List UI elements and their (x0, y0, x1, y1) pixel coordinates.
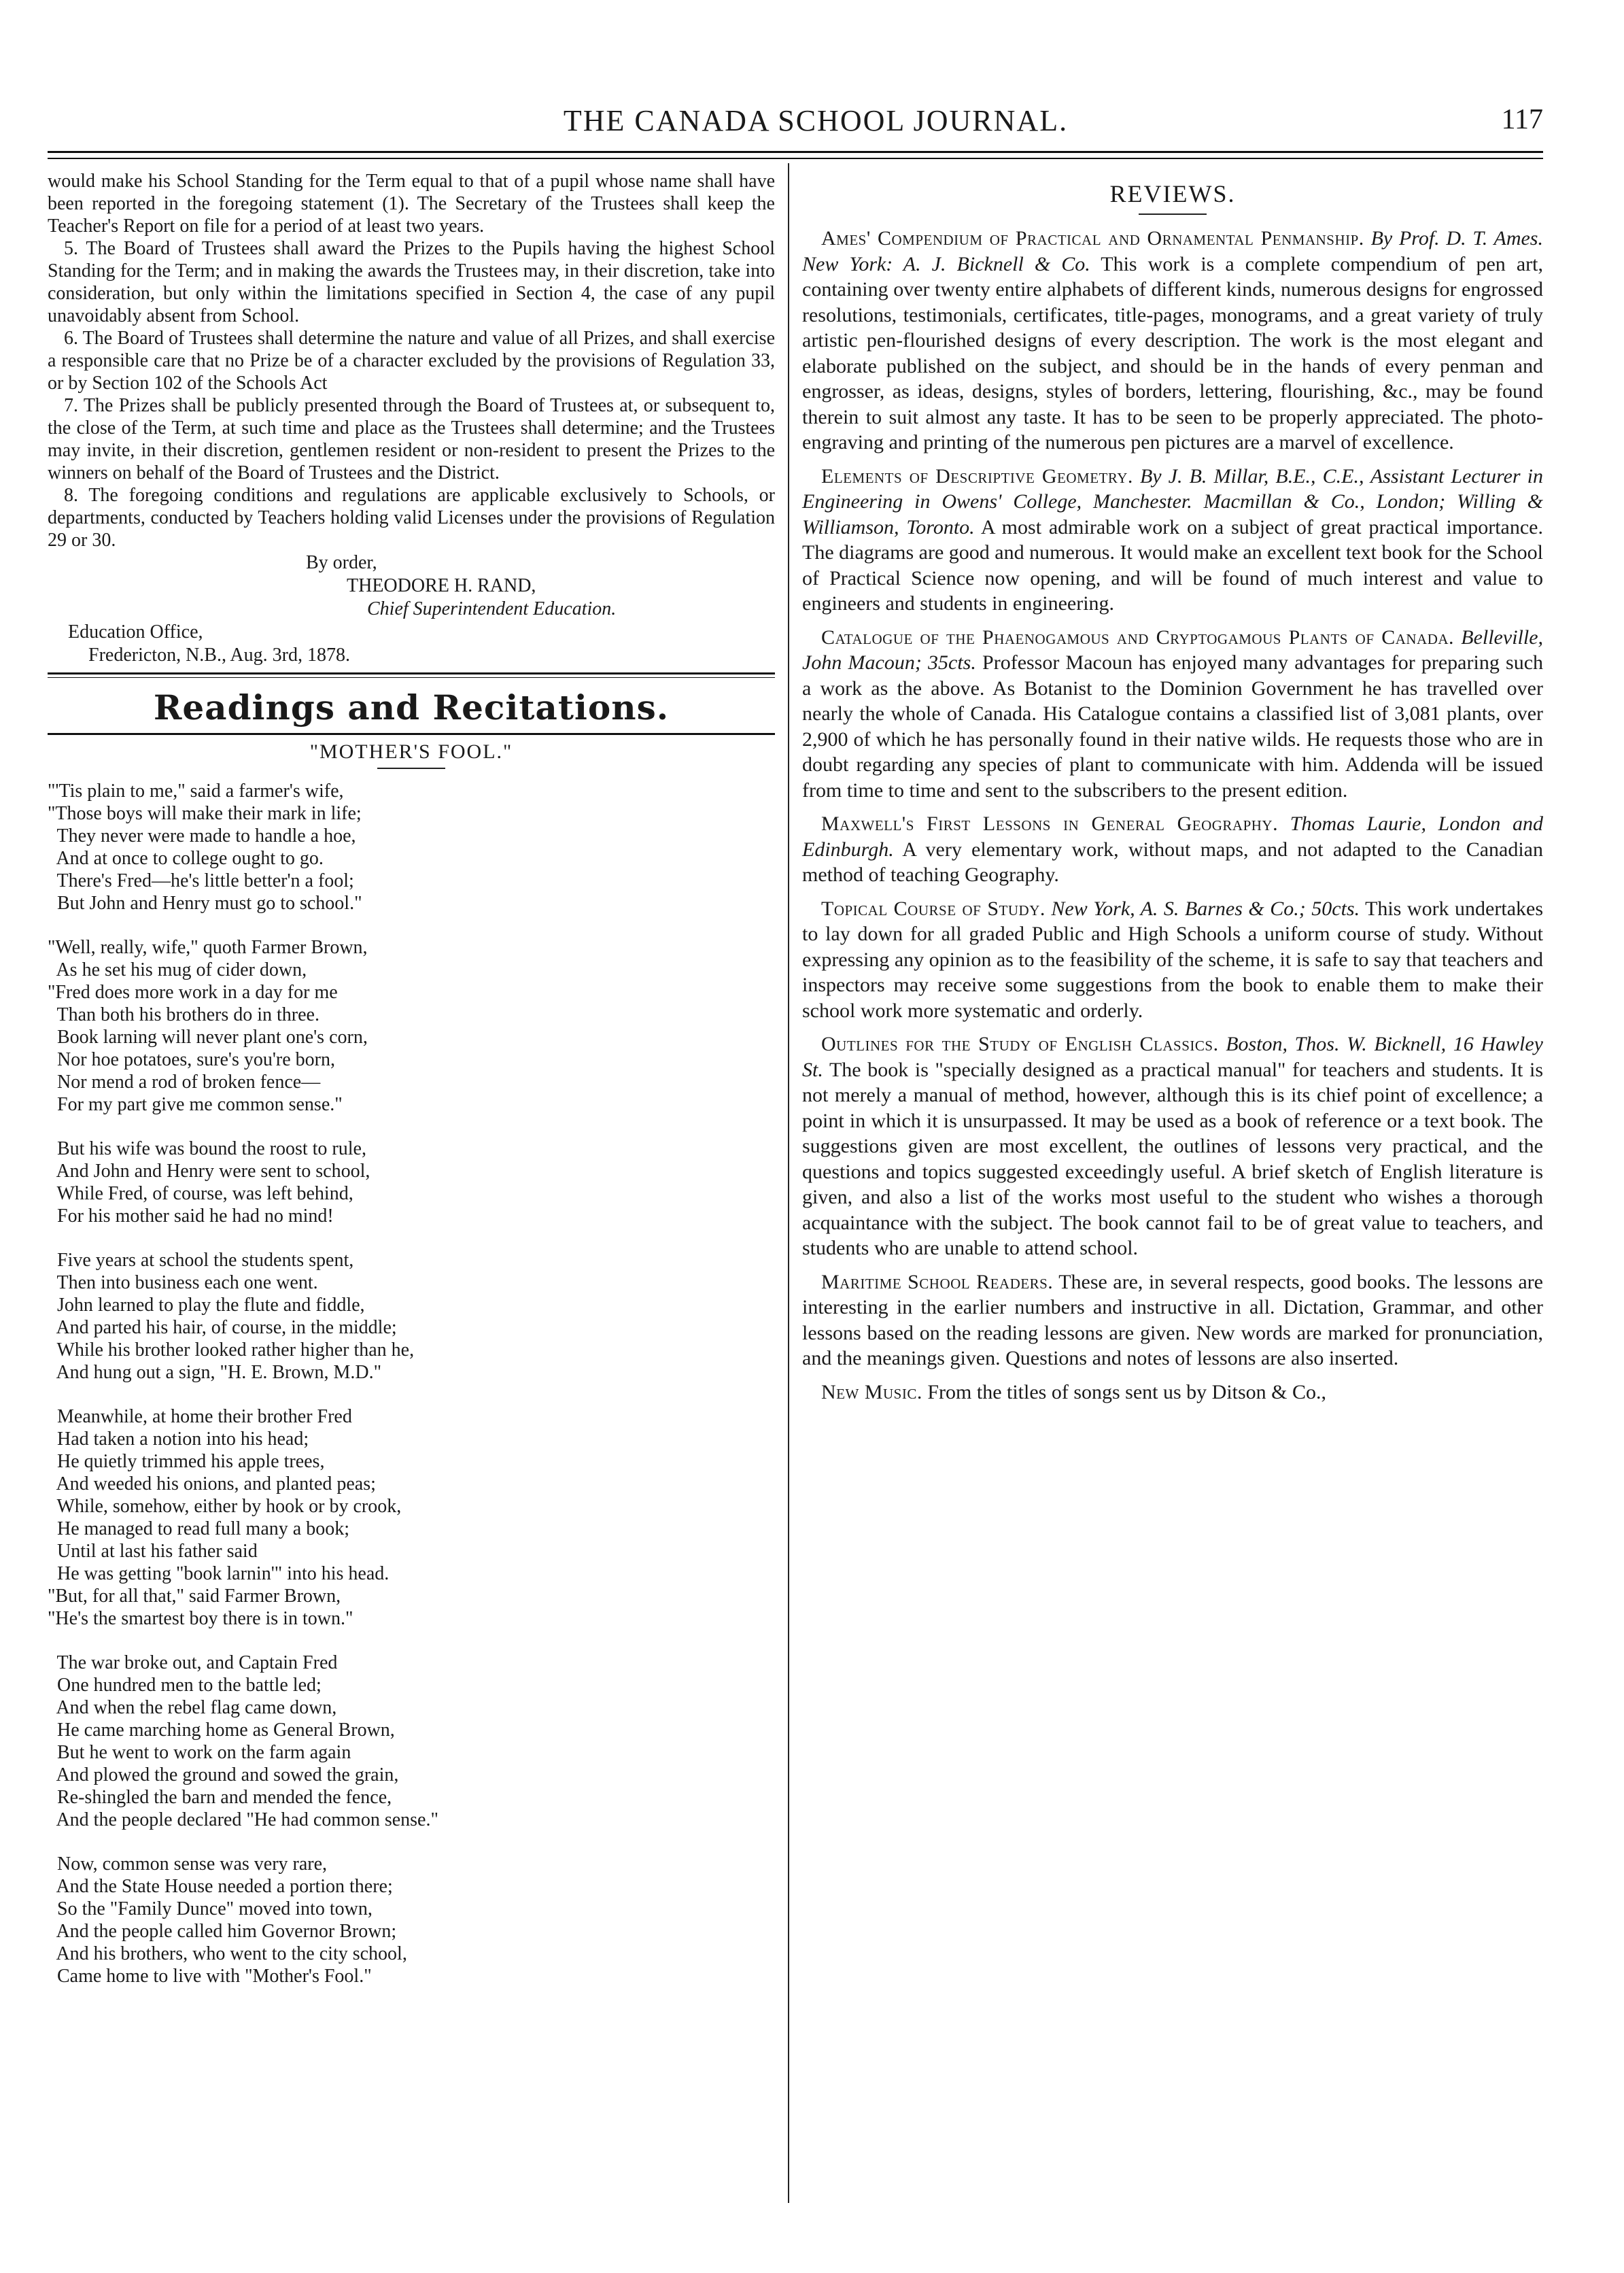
poem-line: Five years at school the students spent, (48, 1250, 354, 1271)
review-title: New Music. (821, 1380, 922, 1403)
section-rule-thin (48, 677, 775, 678)
poem-stanza (48, 1138, 775, 1227)
poem-line: Had taken a notion into his head; (48, 1429, 309, 1450)
review-byline: By Prof. D. T. Ames. New York: A. J. Bicknell & Co. (802, 227, 1543, 275)
review-byline: By J. B. Millar, B.E., C.E., Assistant Lecturer in Engineering in Owens' College, Manchester. Macmillan & Co., London; Willing & Williamson, Toronto. (802, 464, 1544, 539)
review-title: Topical Course of Study. (821, 897, 1046, 920)
poem-line: For his mother said he had no mind! (48, 1206, 334, 1227)
poem-line: And plowed the ground and sowed the grain, (48, 1764, 399, 1785)
review-paragraph (802, 625, 1543, 804)
review-title: Ames' Compendium of Practical and Ornamental Penmanship. (821, 227, 1364, 250)
poem-line: While his brother looked rather higher than he, (48, 1339, 415, 1361)
review-paragraph (802, 1031, 1543, 1261)
office-name: Education Office, (68, 621, 203, 643)
poem-line: "But, for all that," said Farmer Brown, (48, 1586, 341, 1607)
poem-line: And at once to college ought to go. (48, 848, 324, 869)
review-byline: New York, A. S. Barnes & Co.; 50cts. (1051, 897, 1360, 920)
poem-stanza (48, 780, 775, 915)
poem-line: And hung out a sign, "H. E. Brown, M.D." (48, 1362, 382, 1383)
review-title: Elements of Descriptive Geometry. (821, 464, 1133, 488)
poem-line: But John and Henry must go to school." (48, 893, 362, 914)
regulation-paragraph: 6. The Board of Trustees shall determine the nature and value of all Prizes, and shall exercise a responsible care that no Prize be of a character excluded by the provisions of Regulation 33, or by Section 102 of the Schools Act (48, 328, 775, 394)
review-entry (802, 226, 1543, 456)
poem-line: Now, common sense was very rare, (48, 1853, 328, 1875)
poem-line: "He's the smartest boy there is in town." (48, 1608, 353, 1629)
poem-line: He managed to read full many a book; (48, 1518, 349, 1539)
reviews-heading: REVIEWS. (1109, 180, 1236, 207)
review-entry (802, 1031, 1543, 1261)
poem-line: And weeded his onions, and planted peas; (48, 1473, 376, 1494)
review-byline: Thomas Laurie, London and Edinburgh. (802, 813, 1544, 861)
by-order: By order, (306, 552, 377, 573)
section-rule (48, 672, 775, 674)
poem-line: Nor hoe potatoes, sure's you're born, (48, 1049, 335, 1070)
poem-line: Than both his brothers do in three. (48, 1004, 319, 1025)
regulation-paragraph: 7. The Prizes shall be publicly presented through the Board of Trustees at, or subsequent to, the close of the Term, at such time and place as the Trustees shall determine; and the Trustees may invite, in their discretion, gentlemen resident or non-resident to present the Prizes to the winners on behalf of the Board of Trustees and the District. (48, 395, 775, 483)
review-entry (802, 896, 1543, 1024)
poem-line: And the people declared "He had common sense." (48, 1809, 438, 1830)
poem-line: Book larning will never plant one's corn, (48, 1027, 368, 1048)
review-entry (802, 1380, 1543, 1405)
regulation-paragraph: 5. The Board of Trustees shall award the Prizes to the Pupils having the highest School Standing for the Term; and in making the awards the Trustees may, in their discretion, take into consideration, but only within the limitations specified in Section 4, the case of any pupil unavoidably absent from School. (48, 238, 775, 326)
regulation-paragraph: would make his School Standing for the Term equal to that of a pupil whose name shall have been reported in the foregoing statement (1). The Secretary of the Trustees shall keep the Teacher's Report on file for a period of at least two years. (48, 171, 775, 237)
review-byline: Boston, Thos. W. Bicknell, 16 Hawley St. (802, 1033, 1543, 1081)
poem-line: So the "Family Dunce" moved into town, (48, 1898, 373, 1919)
poem-line: "'Tis plain to me," said a farmer's wife, (48, 781, 344, 802)
poem-line: "Well, really, wife," quoth Farmer Brown, (48, 937, 368, 958)
poem-line: For my part give me common sense." (48, 1094, 343, 1115)
poem-stanza (48, 1405, 775, 1630)
header-rule (48, 151, 1543, 153)
signoff (48, 551, 775, 667)
column-divider (788, 163, 789, 2203)
page-number: 117 (1501, 104, 1543, 135)
poem-line: He quietly trimmed his apple trees, (48, 1451, 325, 1472)
poem-line: Until at last his father said (48, 1541, 258, 1562)
review-body: A very elementary work, without maps, and not adapted to the Canadian method of teaching Geography. (802, 838, 1543, 886)
poem-line: And parted his hair, of course, in the middle; (48, 1317, 397, 1338)
poem-title: "MOTHER'S FOOL." (309, 740, 513, 763)
poem-stanza (48, 1652, 775, 1831)
poem-line: "Those boys will make their mark in life; (48, 803, 362, 824)
poem-line: And when the rebel flag came down, (48, 1697, 337, 1718)
review-title: Catalogue of the Phaenogamous and Cryptogamous Plants of Canada. (821, 626, 1455, 649)
review-body: Professor Macoun has enjoyed many advantages for preparing such a work as the above. As Botanist to the Dominion Government he has travelled over nearly the whole of Canada. His Catalogue contains a classified list of 3,081 plants, over 2,900 of which he has personally found in their native wilds. He requests those who are in doubt regarding any species of plant to communicate with him. Addenda will be issued from time to time and sent to the subscribers to the present edition. (802, 651, 1544, 802)
poem-stanza (48, 1249, 775, 1384)
review-title: Maritime School Readers. (821, 1270, 1054, 1293)
poem-line: And the people called him Governor Brown; (48, 1921, 397, 1942)
poem-line: There's Fred—he's little better'n a fool; (48, 870, 354, 891)
poem-line: He was getting "book larnin'" into his head. (48, 1563, 390, 1584)
review-paragraph (802, 1269, 1543, 1371)
regulations-section (48, 170, 775, 551)
review-paragraph (802, 1380, 1543, 1405)
poem-line: "Fred does more work in a day for me (48, 982, 338, 1003)
right-column (802, 170, 1543, 1413)
poem-line: Nor mend a rod of broken fence— (48, 1072, 321, 1093)
review-entry (802, 625, 1543, 804)
section-heading: Readings and Recitations. (153, 687, 670, 728)
poem-line: Re-shingled the barn and mended the fence, (48, 1787, 392, 1808)
regulation-paragraph: 8. The foregoing conditions and regulations are applicable exclusively to Schools, or departments, conducted by Teachers holding valid Licenses under the provisions of Regulation 29 or 30. (48, 485, 775, 551)
header-rule-thin (48, 158, 1543, 159)
review-paragraph (802, 464, 1543, 617)
journal-title: THE CANADA SCHOOL JOURNAL. (563, 104, 1069, 137)
section-rule (48, 733, 775, 735)
poem-line: Meanwhile, at home their brother Fred (48, 1406, 352, 1427)
poem-line: As he set his mug of cider down, (48, 959, 307, 980)
review-body: From the titles of songs sent us by Ditson & Co., (927, 1380, 1327, 1403)
review-paragraph (802, 811, 1543, 888)
review-title: Outlines for the Study of English Classics. (821, 1033, 1219, 1055)
poem-stanza (48, 936, 775, 1116)
review-title: Maxwell's First Lessons in General Geography. (821, 813, 1279, 835)
review-paragraph (802, 896, 1543, 1024)
poem-line: One hundred men to the battle led; (48, 1675, 322, 1696)
place-date: Fredericton, N.B., Aug. 3rd, 1878. (88, 645, 350, 666)
poem-line: And his brothers, who went to the city school, (48, 1943, 407, 1964)
poem-line: John learned to play the flute and fiddle, (48, 1295, 365, 1316)
signatory-name: THEODORE H. RAND, (347, 575, 536, 596)
review-entry (802, 464, 1543, 617)
review-body: The book is "specially designed as a practical manual" for teachers and students. It is not merely a manual of method, however, although this is its chief point of excellence; a point in which it is unsurpassed. It may be used as a book of reference or a text book. The suggestions given are most excellent, the outlines of lessons very practical, and the questions and topics suggested exceedingly useful. A brief sketch of English literature is given, and also a list of the works most useful to the student who wishes a thorough acquaintance with the subject. The book cannot fail to be of great value to teachers, and students who are unable to attend school. (802, 1058, 1543, 1259)
poem (48, 780, 775, 1987)
poem-line: They never were made to handle a hoe, (48, 825, 356, 847)
review-body: This work undertakes to lay down for all graded Public and High Schools a uniform course of study. Without expressing any opinion as to the feasibility of the scheme, it is safe to say that teachers and inspectors may receive some suggestions from the book to enable them to make their school work more systematic and orderly. (802, 897, 1544, 1022)
signatory-role: Chief Superintendent Education. (367, 598, 617, 619)
poem-stanza (48, 1853, 775, 1987)
left-column (48, 170, 775, 2009)
poem-line: But he went to work on the farm again (48, 1742, 351, 1763)
poem-line: While, somehow, either by hook or by crook, (48, 1496, 402, 1517)
review-body: These are, in several respects, good books. The lessons are interesting in the earlier numbers and instructive in all. Dictation, Grammar, and other lessons based on the reading lessons are given. New words are marked for pronunciation, and the meanings given. Questions and notes of lessons are also inserted. (802, 1270, 1543, 1369)
review-paragraph (802, 226, 1543, 456)
poem-line: The war broke out, and Captain Fred (48, 1652, 338, 1673)
reviews-heading-rule (1139, 213, 1207, 215)
poem-title-rule (377, 768, 445, 769)
poem-line: And John and Henry were sent to school, (48, 1161, 370, 1182)
poem-line: While Fred, of course, was left behind, (48, 1183, 353, 1204)
review-entry (802, 1269, 1543, 1371)
poem-line: He came marching home as General Brown, (48, 1720, 395, 1741)
poem-line: Then into business each one went. (48, 1272, 318, 1293)
review-body: A most admirable work on a subject of great practical importance. The diagrams are good and numerous. It would make an excellent text book for the School of Practical Science now opening, and will be found of much interest and value to engineers and students in engineering. (802, 515, 1543, 615)
poem-line: Came home to live with "Mother's Fool." (48, 1966, 372, 1987)
review-entry (802, 811, 1543, 888)
reviews-list (802, 226, 1543, 1405)
review-body: This work is a complete compendium of pen art, containing over twenty entire alphabets of different kinds, numerous designs for engrossed resolutions, testimonials, certificates, title-pages, monograms, and a great variety of truly artistic pen-flourished designs of every description. The work is the most elegant and elaborate published on the subject, and should be in the hands of every penman and engrosser, as ideas, designs, styles of borders, lettering, flourishing, &c., may be found therein to suit almost any taste. It has to be seen to be properly appreciated. The photo-engraving and printing of the numerous pen pictures are a marvel of excellence. (802, 252, 1543, 454)
review-byline: Belleville, John Macoun; 35cts. (802, 626, 1544, 674)
poem-line: And the State House needed a portion there; (48, 1876, 393, 1897)
poem-line: But his wife was bound the roost to rule, (48, 1138, 366, 1159)
